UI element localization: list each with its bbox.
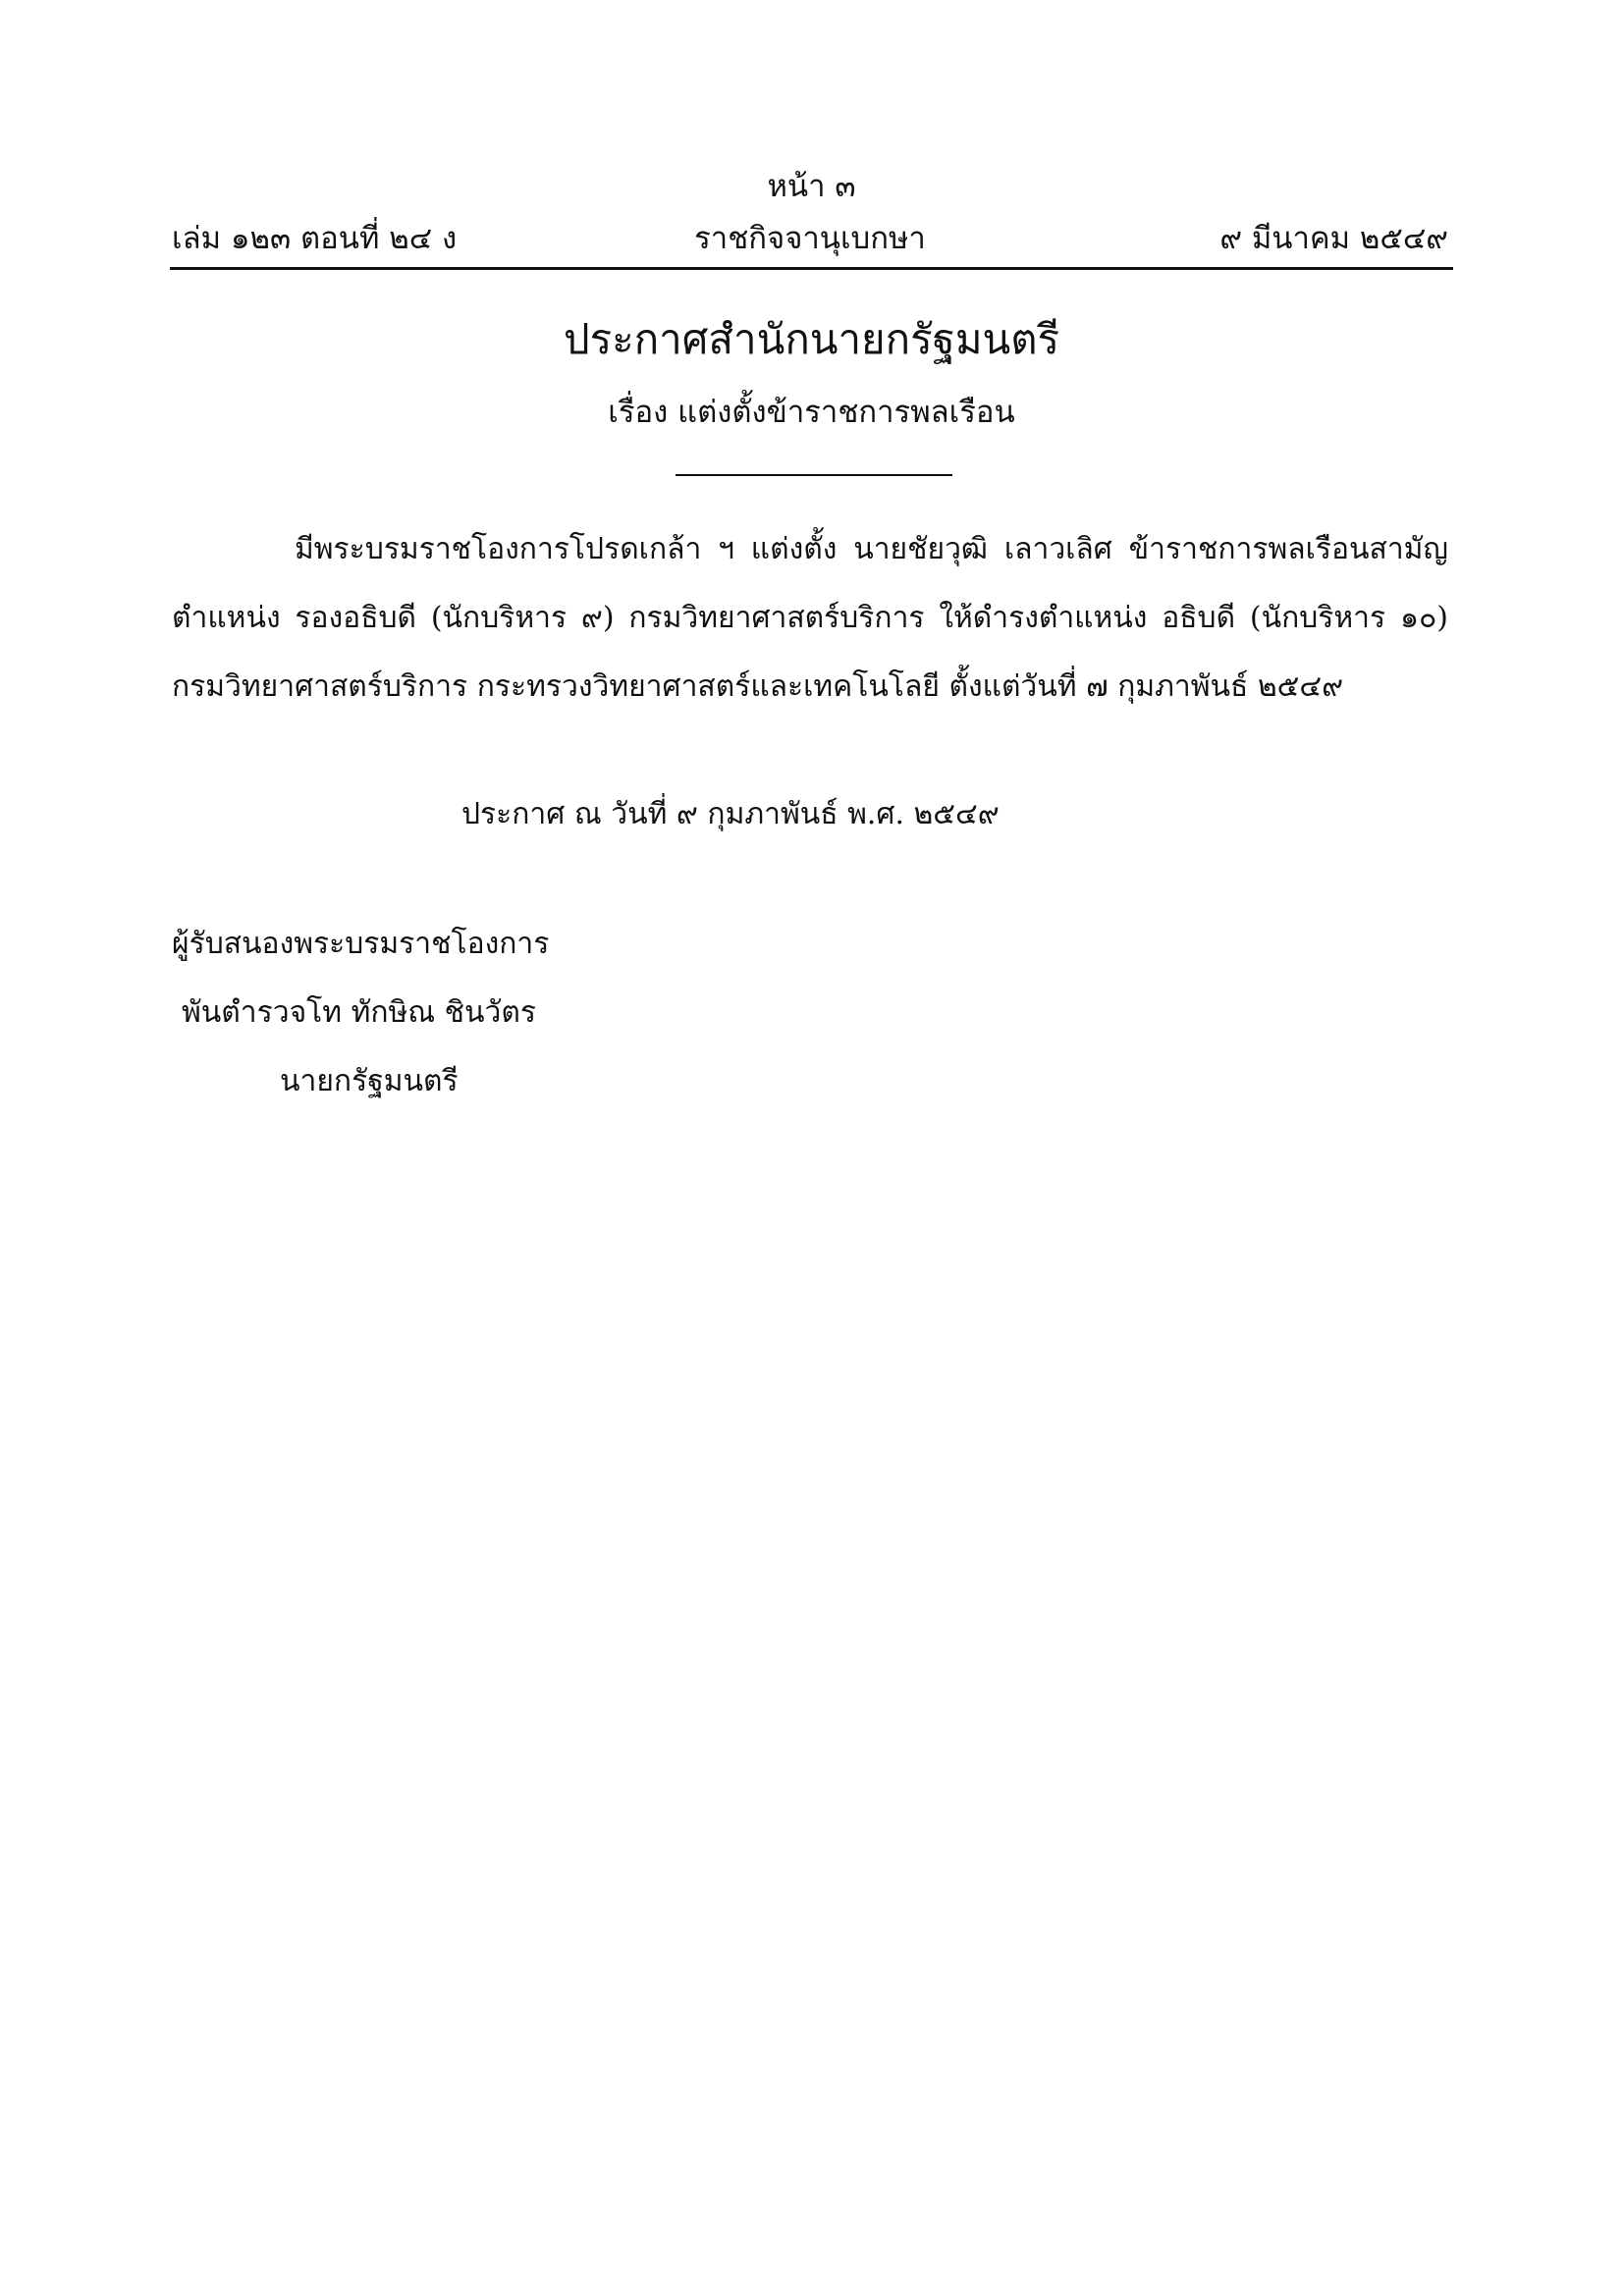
gazette-header bbox=[172, 217, 1448, 260]
countersign-label: ผู้รับสนองพระบรมราชโองการ bbox=[172, 927, 550, 961]
signatory-position: นายกรัฐมนตรี bbox=[280, 1064, 459, 1098]
announcement-title: ประกาศสำนักนายกรัฐมนตรี bbox=[563, 315, 1060, 363]
header-divider bbox=[170, 267, 1453, 270]
title-divider bbox=[676, 474, 952, 476]
announcement-subject: เรื่อง แต่งตั้งข้าราชการพลเรือน bbox=[608, 395, 1015, 430]
volume-issue: เล่ม ๑๒๓ ตอนที่ ๒๔ ง bbox=[172, 221, 458, 256]
body-line-3: กรมวิทยาศาสตร์บริการ กระทรวงวิทยาศาสตร์และเทคโนโลยี ตั้งแต่วันที่ ๗ กุมภาพันธ์ ๒๕๔๙ bbox=[172, 669, 1344, 704]
body-line-1: มีพระบรมราชโองการโปรดเกล้า ฯ แต่งตั้ง นายชัยวุฒิ เลาวเลิศ ข้าราชการพลเรือนสามัญ bbox=[295, 532, 1448, 566]
publication-date: ๙ มีนาคม ๒๕๔๙ bbox=[1219, 221, 1448, 256]
signatory-name: พันตำรวจโท ทักษิณ ชินวัตร bbox=[182, 995, 536, 1030]
publication-name: ราชกิจจานุเบกษา bbox=[694, 221, 926, 256]
page-number: หน้า ๓ bbox=[767, 169, 856, 204]
proclamation-date: ประกาศ ณ วันที่ ๙ กุมภาพันธ์ พ.ศ. ๒๕๔๙ bbox=[461, 797, 1000, 831]
body-line-2: ตำแหน่ง รองอธิบดี (นักบริหาร ๙) กรมวิทยาศาสตร์บริการ ให้ดำรงตำแหน่ง อธิบดี (นักบริหาร ๑๐) bbox=[172, 601, 1448, 635]
